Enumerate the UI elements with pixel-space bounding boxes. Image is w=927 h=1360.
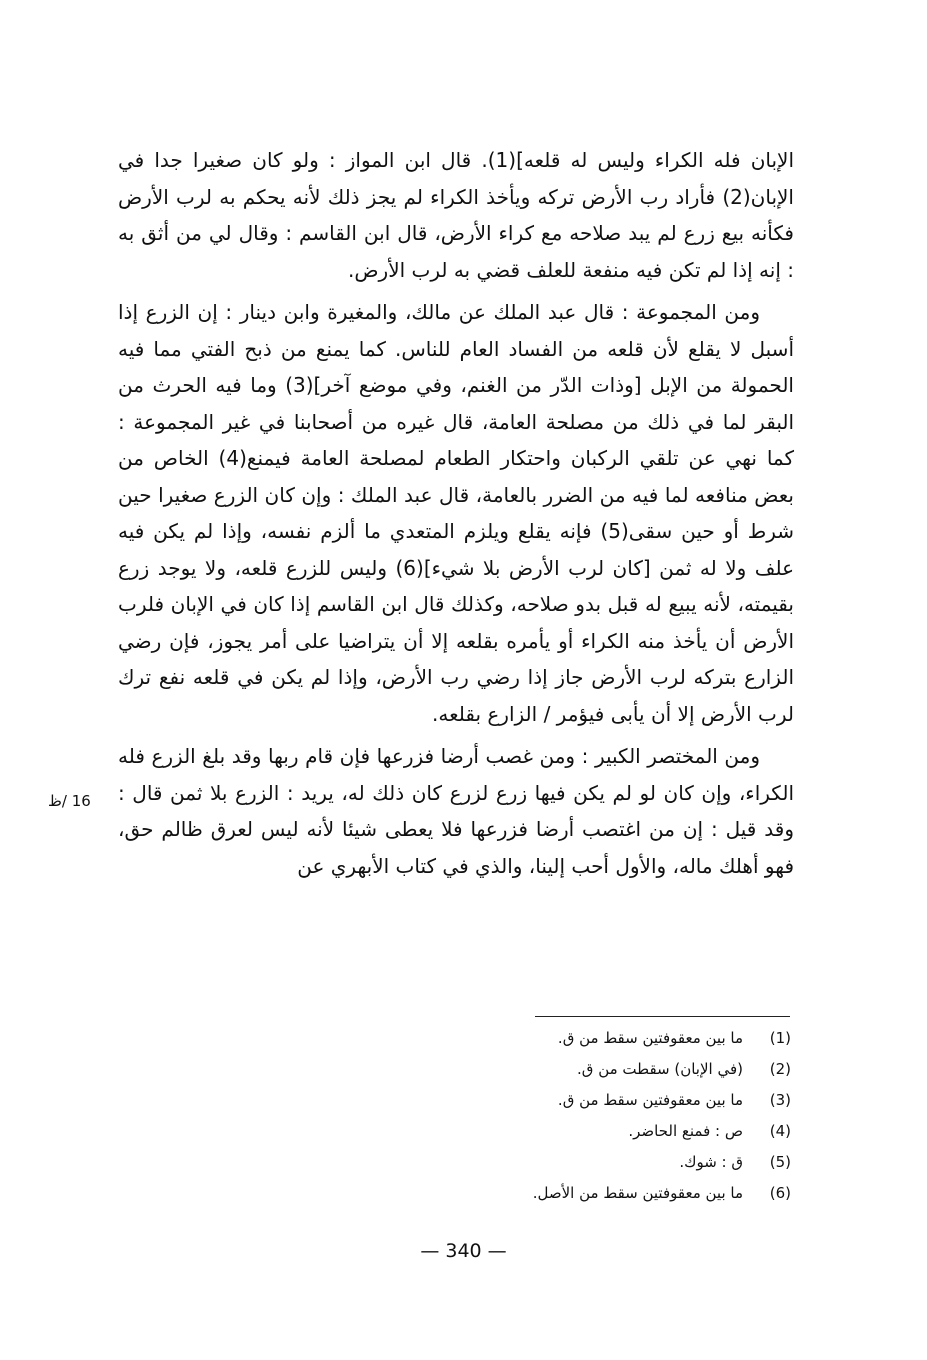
footnote-4 <box>371 1116 791 1147</box>
footnote-text: ما بين معقوفتين سقط من ق. <box>557 1029 743 1047</box>
footnote-number: (1) <box>769 1029 791 1047</box>
footnote-number: (3) <box>769 1091 791 1109</box>
footnote-2 <box>371 1054 791 1085</box>
footnote-3 <box>371 1085 791 1116</box>
paragraph-1: الإبان فله الكراء وليس له قلعه](1). قال ابن المواز : ولو كان صغيرا جدا في الإبان(2) فأراد رب الأرض تركه ويأخذ الكراء لم يجز ذلك لأنه يحكم به لرب الأرض فكأنه بيع زرع لم يبد صلاحه مع كراء الأرض، قال ابن القاسم : وقال لي من أثق به : إنه إذا لم تكن فيه منفعة للعلف قضي به لرب الأرض. <box>118 148 795 282</box>
footnote-number: (2) <box>769 1060 791 1078</box>
footnote-separator <box>535 1016 790 1017</box>
footnote-text: ما بين معقوفتين سقط من ق. <box>557 1091 743 1109</box>
footnote-6 <box>371 1178 791 1209</box>
footnote-number: (6) <box>769 1184 791 1202</box>
footnote-text: ق : شوك. <box>679 1153 743 1171</box>
paragraph-2: ومن المجموعة : قال عبد الملك عن مالك، والمغيرة وابن دينار : إن الزرع إذا أسبل لا يقلع لأن قلعه من الفساد العام للناس. كما يمنع من ذبح الفتي مما فيه الحمولة من الإبل [وذات الدّر من الغنم، وفي موضع آخر](3) وما فيه الحرث من البقر لما في ذلك من مصلحة العامة، قال غيره من أصحابنا في غير المجموعة : كما نهي عن تلقي الركبان واحتكار الطعام لمصلحة العامة فيمنع(4) الخاص من بعض منافعه لما فيه من الضرر بالعامة، قال عبد الملك : وإن كان الزرع صغيرا حين شرط أو حين سقى(5) فإنه يقلع ويلزم المتعدي ما ألزم نفسه، وإذا لم يكن فيه علف ولا له ثمن [كان لرب الأرض بلا شيء](6) وليس للزرع قلعه، ولا يوجد زرع بقيمته، لأنه يبيع له قبل بدو صلاحه، وكذلك قال ابن القاسم إذا كان في الإبان فلرب الأرض أن يأخذ منه الكراء أو يأمره بقلعه إلا أن يتراضيا على أمر يجوز، فإن رضي الزارع بتركه لرب الأرض جاز إذا رضي رب الأرض، وإذا لم يكن في قلعه نفع ترك لرب الأرض إلا أن يأبى فيؤمر / الزارع بقلعه. <box>118 300 794 726</box>
footnote-text: ص : فمنع الحاضر. <box>628 1122 743 1140</box>
footnote-number: (4) <box>769 1122 791 1140</box>
footnote-1 <box>371 1023 791 1054</box>
footnote-text: (في الإبان) سقطت من ق. <box>577 1060 743 1078</box>
footnote-5 <box>371 1147 791 1178</box>
paragraph-3: ومن المختصر الكبير : ومن غصب أرضا فزرعها فإن قام ربها وقد بلغ الزرع فله الكراء، وإن كان لو لم يكن فيها زرع لزرع كان ذلك له، يريد : الزرع بلا ثمن قال : وقد قيل : إن من اغتصب أرضا فزرعها فلا يعطى شيئا لأنه ليس لعرق ظالم حق، فهو أهلك ماله، والأول أحب إلينا، والذي في كتاب الأبهري عن <box>118 744 794 878</box>
footnote-text: ما بين معقوفتين سقط من الأصل. <box>532 1184 743 1202</box>
page-number: — 340 — <box>420 1240 507 1262</box>
main-text <box>118 142 794 884</box>
footnotes <box>371 1023 791 1209</box>
footnote-number: (5) <box>769 1153 791 1171</box>
manuscript-folio-marker: 16 /ظ <box>48 792 91 810</box>
